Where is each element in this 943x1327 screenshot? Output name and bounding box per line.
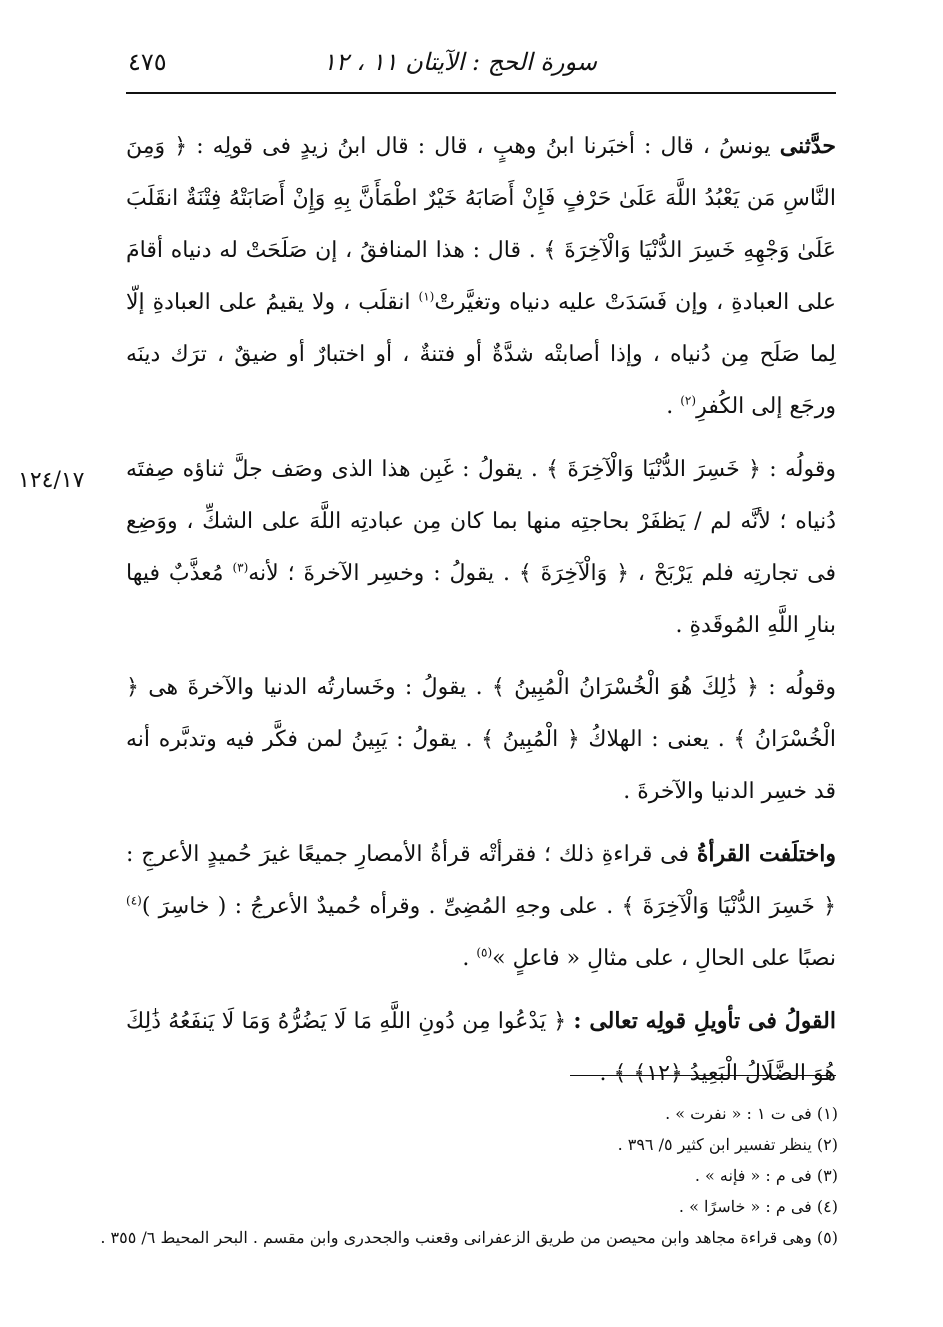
paragraph-text: مُعذَّبٌ فيها بنارِ اللَّهِ المُوقَدةِ .	[126, 561, 836, 638]
footnote: (٤) فى م : « خاسرًا » .	[678, 1197, 838, 1216]
paragraph-text: انقلَب ، ولا يقيمُ على العبادةِ إلّا لِما صَلَح مِن دُنياه ، وإذا أصابتْه شدَّةٌ أو فتنةٌ ، أو اختبارٌ أو ضيقٌ ، ترَك دينَه ورجَع إلى الكُفرِ	[126, 290, 836, 419]
footnotes	[100, 1098, 838, 1253]
paragraph	[126, 995, 836, 1100]
paragraph-lead: حدَّثنى	[779, 133, 836, 159]
paragraph-text: ﴿ يَدْعُوا مِن دُونِ اللَّهِ مَا لَا يَضُرُّهُ وَمَا لَا يَنفَعُهُ ذَٰلِكَ هُوَ الضَّلَالُ الْبَعِيدُ ﴿١٢﴾ ﴾ .	[126, 1009, 836, 1086]
paragraph	[126, 443, 836, 652]
paragraph-end: .	[462, 946, 477, 971]
footnote-rule	[570, 1075, 836, 1076]
paragraph	[126, 662, 836, 818]
page-number: ٤٧٥	[128, 48, 167, 76]
footnote-marker: (٢)	[680, 393, 697, 408]
paragraph-text: نصبًا على الحالِ ، على مثالِ « فاعلٍ »	[492, 946, 836, 971]
paragraph-text: وقولُه : ﴿ خَسِرَ الدُّنْيَا وَالْآخِرَةَ ﴾ . يقولُ : غَبِن هذا الذى وصَف جلَّ ثناؤه صِفتَه دُنياه ؛ لأنَّه لم / يَظفَرْ بحاجتِه منها بما كان مِن عبادتِه اللَّهَ على الشكِّ ، ووَضِع فى تجارتِه فلم يَرْبَحْ ، ﴿ وَالْآخِرَةَ ﴾ . يقولُ : وخسِر الآخرةَ ؛ لأنه	[126, 457, 836, 586]
paragraph	[126, 828, 836, 985]
header-rule	[126, 92, 836, 94]
footnote: (٣) فى م : « فإنه » .	[694, 1166, 838, 1185]
paragraph-text: فى قراءةِ ذلك ؛ فقرأتْه قرأةُ الأمصارِ جميعًا غيرَ حُميدٍ الأعرجِ : ﴿ خَسِرَ الدُّنْيَا وَالْآخِرَةَ ﴾ . على وجهِ المُضِىِّ . وقرأه حُميدٌ الأعرجُ : ( خاسِرَ )	[126, 842, 836, 919]
footnote-marker: (٥)	[476, 945, 493, 960]
paragraph-text: يونسُ ، قال : أخبَرنا ابنُ وهبٍ ، قال : قال ابنُ زيدٍ فى قولِه : ﴿ وَمِنَ النَّاسِ مَن يَعْبُدُ اللَّهَ عَلَىٰ حَرْفٍ فَإِنْ أَصَابَهُ خَيْرٌ اطْمَأَنَّ بِهِ وَإِنْ أَصَابَتْهُ فِتْنَةٌ انقَلَبَ عَلَىٰ وَجْهِهِ خَسِرَ الدُّنْيَا وَالْآخِرَةَ ﴾ . قال : هذا المنافقُ ، إن صَلَحَتْ له دنياه أقامَ على العبادةِ ، وإن فَسَدَتْ عليه دنياه وتغيَّرتْ	[126, 134, 837, 315]
footnote-marker: (٣)	[232, 560, 249, 575]
paragraph-lead: القولُ فى تأويلِ قولِه تعالى :	[573, 1008, 837, 1034]
paragraph-lead: واختلَفت القرأةُ	[696, 841, 836, 867]
footnote: (١) فى ت ١ : « نفرت » .	[665, 1104, 838, 1123]
footnote-marker: (١)	[418, 289, 435, 304]
main-text	[126, 120, 836, 1110]
footnote-marker: (٤)	[126, 893, 142, 908]
paragraph-text: وقولُه : ﴿ ذَٰلِكَ هُوَ الْخُسْرَانُ الْمُبِينُ ﴾ . يقولُ : وخَسارتُه الدنيا والآخرةَ هى ﴿ الْخُسْرَانُ ﴾ . يعنى : الهلاكُ ﴿ الْمُبِينُ ﴾ . يقولُ : يَبِينُ لمن فكَّر فيه وتدبَّره أنه قد خسِر الدنيا والآخرةَ .	[126, 675, 836, 804]
margin-reference: ١٢٤/١٧	[18, 468, 85, 493]
footnote: (٥) وهى قراءة مجاهد وابن محيصن من طريق الزعفرانى وقعنب والجحدرى وابن مقسم . البحر المحيط ٦/ ٣٥٥ .	[100, 1228, 838, 1247]
footnote: (٢) ينظر تفسير ابن كثير ٥/ ٣٩٦ .	[617, 1135, 838, 1154]
running-head: سورة الحج : الآيتان ١١ ، ١٢	[322, 48, 598, 76]
paragraph	[126, 120, 836, 433]
paragraph-end: .	[666, 394, 681, 419]
